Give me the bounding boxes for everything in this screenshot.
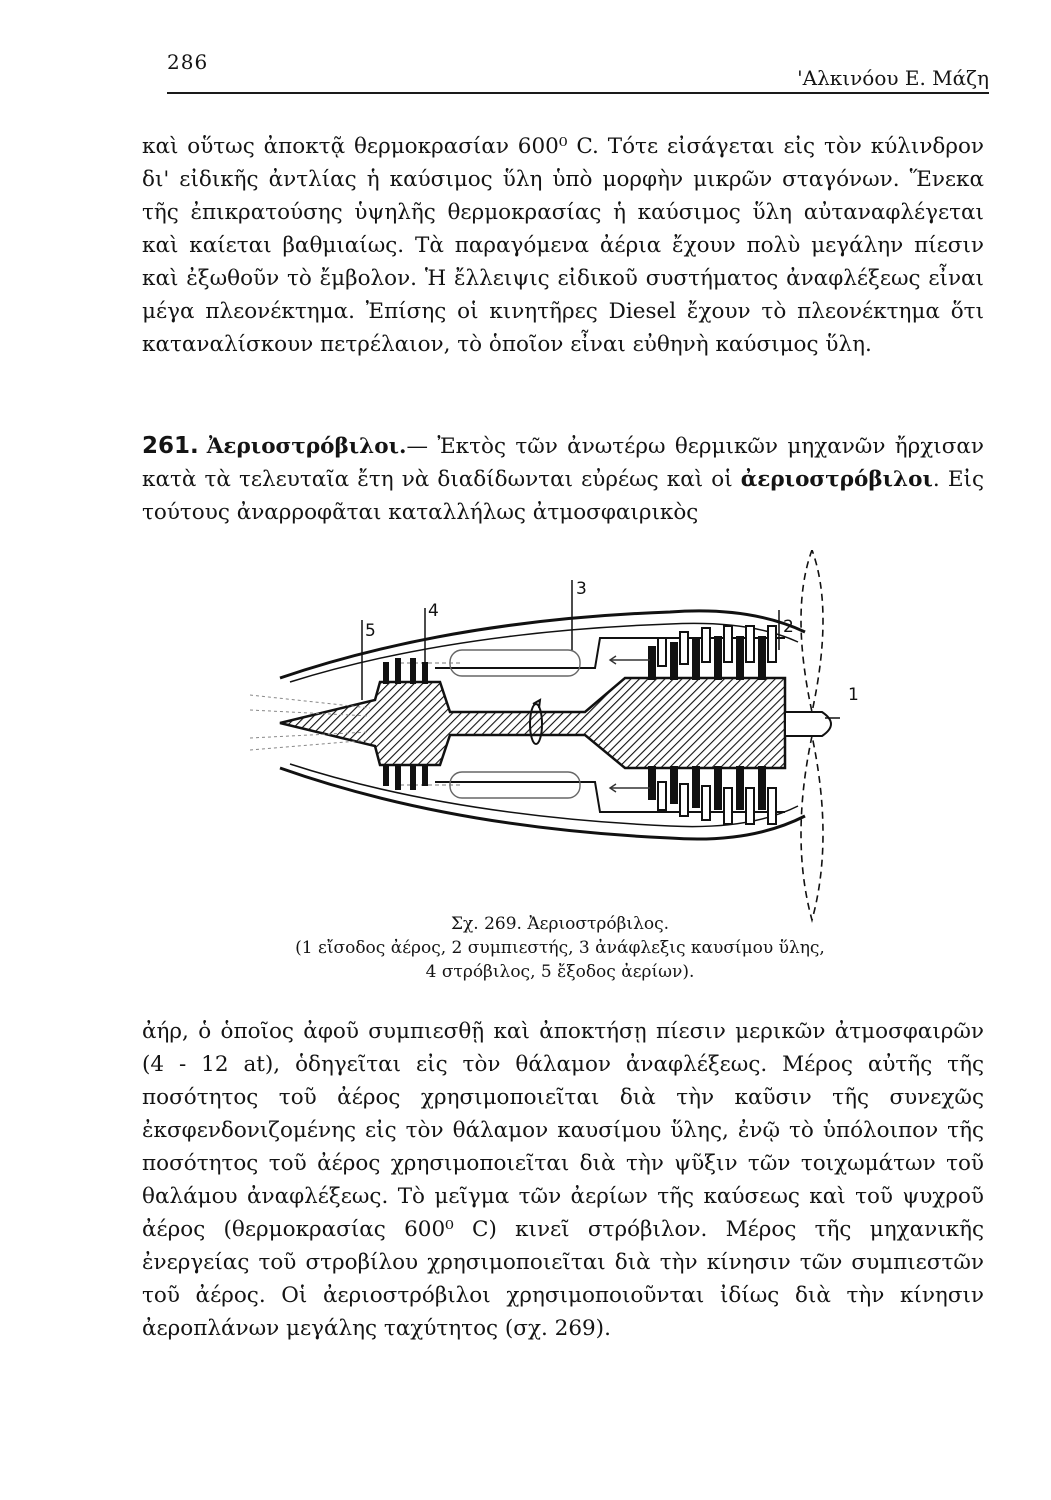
rotor-shaft xyxy=(280,678,785,768)
label-2: 2 xyxy=(783,617,794,637)
page-number: 286 xyxy=(167,50,209,74)
label-3: 3 xyxy=(576,579,587,599)
combustion-chamber-bottom xyxy=(450,772,580,798)
combustion-chamber-top xyxy=(450,650,580,676)
paragraph-gas-turbine-operation: ἀήρ, ὁ ὁποῖος ἀφοῦ συμπιεσθῇ καὶ ἀποκτήσῃ πίεσιν μερικῶν ἀτμοσφαιρῶν (4 - 12 at), ὁδηγεῖται εἰς τὸν θάλαμον ἀναφλέξεως. Μέρος αὐτῆς τῆς ποσότητος τοῦ ἀέρος χρησιμοποιεῖται διὰ τὴν καῦσιν τῆς συνεχῶς ἐκσφενδονιζομένης εἰς τὸν θάλαμον καυσίμου ὕλης, ἐνῷ τὸ ὑπόλοιπον τῆς ποσότητος τοῦ ἀέρος χρησιμοποιεῖται διὰ τὴν ψῦξιν τῶν τοιχωμάτων τοῦ θαλάμου ἀναφλέξεως. Τὸ μεῖγμα τῶν ἀερίων τῆς καύσεως καὶ τοῦ ψυχροῦ ἀέρος (θερμοκρασίας 600⁰ C) κινεῖ στρόβιλον. Μέρος τῆς μηχανικῆς ἐνεργείας τοῦ στροβίλου χρησιμοποιεῖται διὰ τὴν κίνησιν τῶν συμπιεστῶν τοῦ ἀέρος. Οἱ ἀεριοστρόβιλοι χρησιμοποιοῦνται ἰδίως διὰ τὴν κίνησιν ἀεροπλάνων μεγάλης ταχύτητος (σχ. 269). xyxy=(142,1019,984,1341)
section-number: 261. xyxy=(142,433,199,459)
term-gas-turbines: ἀεριοστρόβιλοι xyxy=(740,467,933,492)
gas-turbine-diagram xyxy=(250,550,870,925)
section-text-part2: . Εἰς τούτους ἀναρροφᾶται καταλλήλως ἀτμοσφαιρικὸς xyxy=(142,467,984,525)
label-5: 5 xyxy=(365,621,376,641)
page-header xyxy=(167,50,989,94)
nose-spinner xyxy=(785,712,831,736)
running-title: 'Αλκινόου Ε. Μάζη xyxy=(797,66,989,90)
section-text-part1: — Ἐκτὸς τῶν ἀνωτέρω θερμικῶν μηχανῶν ἤρχισαν κατὰ τὰ τελευταῖα ἔτη νὰ διαδίδωνται εὐρέως καὶ οἱ xyxy=(142,434,984,492)
caption-legend-1: (1 εἴσοδος ἀέρος, 2 συμπιεστής, 3 ἀνάφλεξις καυσίμου ὕλης, xyxy=(295,938,825,958)
label-1: 1 xyxy=(848,685,859,705)
paragraph-section-261 xyxy=(142,430,984,529)
section-title: Ἀεριοστρόβιλοι. xyxy=(206,434,407,459)
caption-legend-2: 4 στρόβιλος, 5 ἔξοδος ἀερίων). xyxy=(425,962,695,982)
label-4: 4 xyxy=(428,601,439,621)
caption-title: Σχ. 269. Ἀεριοστρόβιλος. xyxy=(450,914,670,934)
figure-caption xyxy=(200,912,920,984)
header-rule xyxy=(167,92,989,94)
paragraph-diesel: καὶ οὕτως ἀποκτᾷ θερμοκρασίαν 600⁰ C. Τότε εἰσάγεται εἰς τὸν κύλινδρον δι' εἰδικῆς ἀντλίας ἡ καύσιμος ὕλη ὑπὸ μορφὴν μικρῶν σταγόνων. Ἕνεκα τῆς ἐπικρατούσης ὑψηλῆς θερμοκρασίας ἡ καύσιμος ὕλη αὐταναφλέγεται καὶ καίεται βαθμιαίως. Τὰ παραγόμενα ἀέρια ἔχουν πολὺ μεγάλην πίεσιν καὶ ἐξωθοῦν τὸ ἔμβολον. Ἡ ἔλλειψις εἰδικοῦ συστήματος ἀναφλέξεως εἶναι μέγα πλεονέκτημα. Ἐπίσης οἱ κινητῆρες Diesel ἔχουν τὸ πλεονέκτημα ὅτι καταναλίσκουν πετρέλαιον, τὸ ὁποῖον εἶναι εὐθηνὴ καύσιμος ὕλη. xyxy=(142,134,984,357)
